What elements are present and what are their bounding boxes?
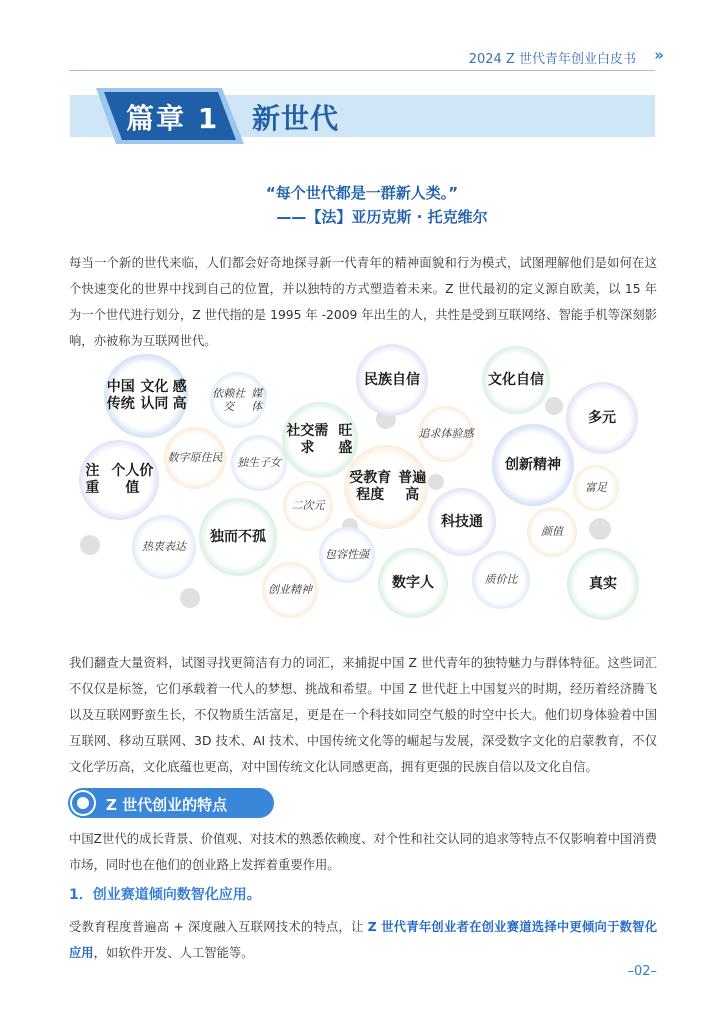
word-bubble-text: 真实 — [589, 575, 617, 592]
word-bubble-text: 追求 — [418, 427, 441, 441]
word-bubble-text: 数字 — [167, 451, 190, 465]
decorative-dot — [428, 474, 444, 490]
header-title: 2024 Z 世代青年创业白皮书 — [468, 52, 636, 67]
word-bubble — [231, 435, 287, 491]
word-bubble — [472, 551, 530, 609]
word-bubble-text: 依赖社交 — [212, 386, 246, 413]
word-bubble — [199, 498, 277, 576]
subheading-point-1: 1．创业赛道倾向数智化应用。 — [69, 887, 261, 903]
word-bubble-text: 体验感 — [440, 427, 474, 441]
word-bubble — [482, 346, 550, 414]
word-bubble — [418, 406, 474, 462]
word-bubble-text: 中国传统 — [106, 379, 135, 412]
section-heading: Z 世代创业的特点 — [106, 796, 228, 814]
word-bubble — [210, 372, 266, 428]
word-bubble-text: 文化认同 — [140, 379, 169, 412]
decorative-dot — [545, 397, 563, 415]
page-number: –02– — [627, 964, 657, 979]
word-bubble — [132, 515, 196, 579]
word-bubble — [492, 424, 574, 506]
word-bubble-text: 质价比 — [484, 573, 518, 587]
word-bubble-text: 原住民 — [189, 451, 223, 465]
double-chevron-icon: » — [654, 46, 660, 64]
epigraph-quote: “每个世代都是一群新人类。” — [265, 184, 459, 202]
word-bubble — [428, 488, 496, 556]
word-bubble-text: 科技通 — [441, 513, 483, 530]
word-bubble-text: 旺盛 — [338, 423, 353, 456]
word-bubble-text: 独而不孤 — [210, 528, 266, 545]
word-bubble — [356, 344, 428, 416]
decorative-dot — [80, 535, 100, 555]
word-bubble-text: 创业精神 — [268, 583, 312, 597]
word-bubble — [282, 402, 358, 478]
point1-text-after: ，如软件开发、人工智能等。 — [93, 946, 254, 960]
header-divider — [69, 70, 655, 71]
word-bubble — [567, 548, 639, 620]
word-bubble — [573, 465, 619, 511]
word-bubble-text: 子女 — [259, 456, 281, 470]
word-bubble-text: 民族自信 — [364, 371, 420, 388]
decorative-dot — [180, 588, 200, 608]
word-bubble-text: 独生 — [237, 456, 259, 470]
word-bubble-text: 文化自信 — [488, 371, 544, 388]
word-bubble — [378, 548, 448, 618]
word-bubble-text: 二次元 — [291, 499, 325, 513]
word-bubble-text: 感高 — [172, 379, 187, 412]
word-bubble-text: 包容性强 — [325, 548, 369, 562]
word-bubble-text: 热衷表达 — [142, 540, 186, 554]
word-bubble-text: 受教育程度 — [349, 470, 392, 503]
word-bubble-text: 多元 — [588, 409, 616, 426]
word-bubble — [104, 354, 188, 438]
word-bubble — [527, 507, 577, 557]
word-bubble — [79, 440, 159, 520]
word-bubble — [164, 427, 226, 489]
point1-text-before: 受教育程度普遍高 + 深度融入互联网技术的特点，让 — [69, 920, 368, 934]
word-bubble — [566, 382, 638, 454]
word-bubble-text: 注重 — [85, 463, 100, 496]
word-cloud — [70, 340, 660, 630]
word-bubble-text: 颜值 — [541, 525, 563, 539]
research-paragraph: 我们翻查大量资料，试图寻找更简洁有力的词汇，来捕捉中国 Z 世代青年的独特魅力与群体特征。这些词汇不仅仅是标签，它们承载着一代人的梦想、挑战和希望。中国 Z 世代赶上中国复兴的时期，经历着经济腾飞以及互联网野蛮生长，不仅物质生活富足，更是在一个科技如同空气般的时空中长大。他们切身体验着中国互联网、移动互联网、3D 技术、AI 技术、中国传统文化等的崛起与发展，深受数字文化的启蒙教育，不仅文化学历高，文化底蕴也更高，对中国传统文化认同感更高，拥有更强的民族自信以及文化自信。 — [69, 656, 657, 774]
word-bubble-text: 社交需求 — [286, 423, 329, 456]
word-bubble — [344, 445, 428, 529]
chapter-name: 新世代 — [252, 102, 340, 135]
word-bubble — [319, 527, 375, 583]
section-intro-paragraph: 中国Z世代的成长背景、价值观、对技术的熟悉依赖度、对个性和社交认同的追求等特点不仅影响着中国消费市场，同时也在他们的创业路上发挥着重要作用。 — [69, 832, 657, 872]
word-bubble-text: 个人价值 — [111, 463, 154, 496]
ring-bullet-icon — [72, 792, 94, 814]
intro-paragraph: 每当一个新的世代来临，人们都会好奇地探寻新一代青年的精神面貌和行为模式，试图理解他们是如何在这个快速变化的世界中找到自己的位置，并以独特的方式塑造着未来。Z 世代最初的定义源自欧美，以 15 年为一个世代进行划分，Z 世代指的是 1995 年 -2009 年出生的人，共性是受到互联网络、智能手机等深刻影响，亦被称为互联网世代。 — [69, 256, 657, 348]
epigraph-attribution: ——【法】亚历克斯 · 托克维尔 — [276, 208, 488, 226]
word-bubble — [262, 562, 318, 618]
point1-paragraph — [69, 914, 657, 966]
chapter-label: 篇章 1 — [126, 102, 220, 135]
word-bubble-text: 创新精神 — [505, 456, 561, 473]
word-bubble-text: 数字人 — [392, 574, 434, 591]
word-bubble-text: 普遍高 — [398, 470, 427, 503]
word-bubble — [283, 481, 333, 531]
word-bubble-text: 媒体 — [251, 386, 263, 413]
word-bubble-text: 富足 — [585, 481, 607, 495]
point1-highlight: Z 世代青年创业者在创业赛道选择中更倾向于数智化应用 — [69, 920, 658, 960]
decorative-dot — [589, 518, 611, 540]
